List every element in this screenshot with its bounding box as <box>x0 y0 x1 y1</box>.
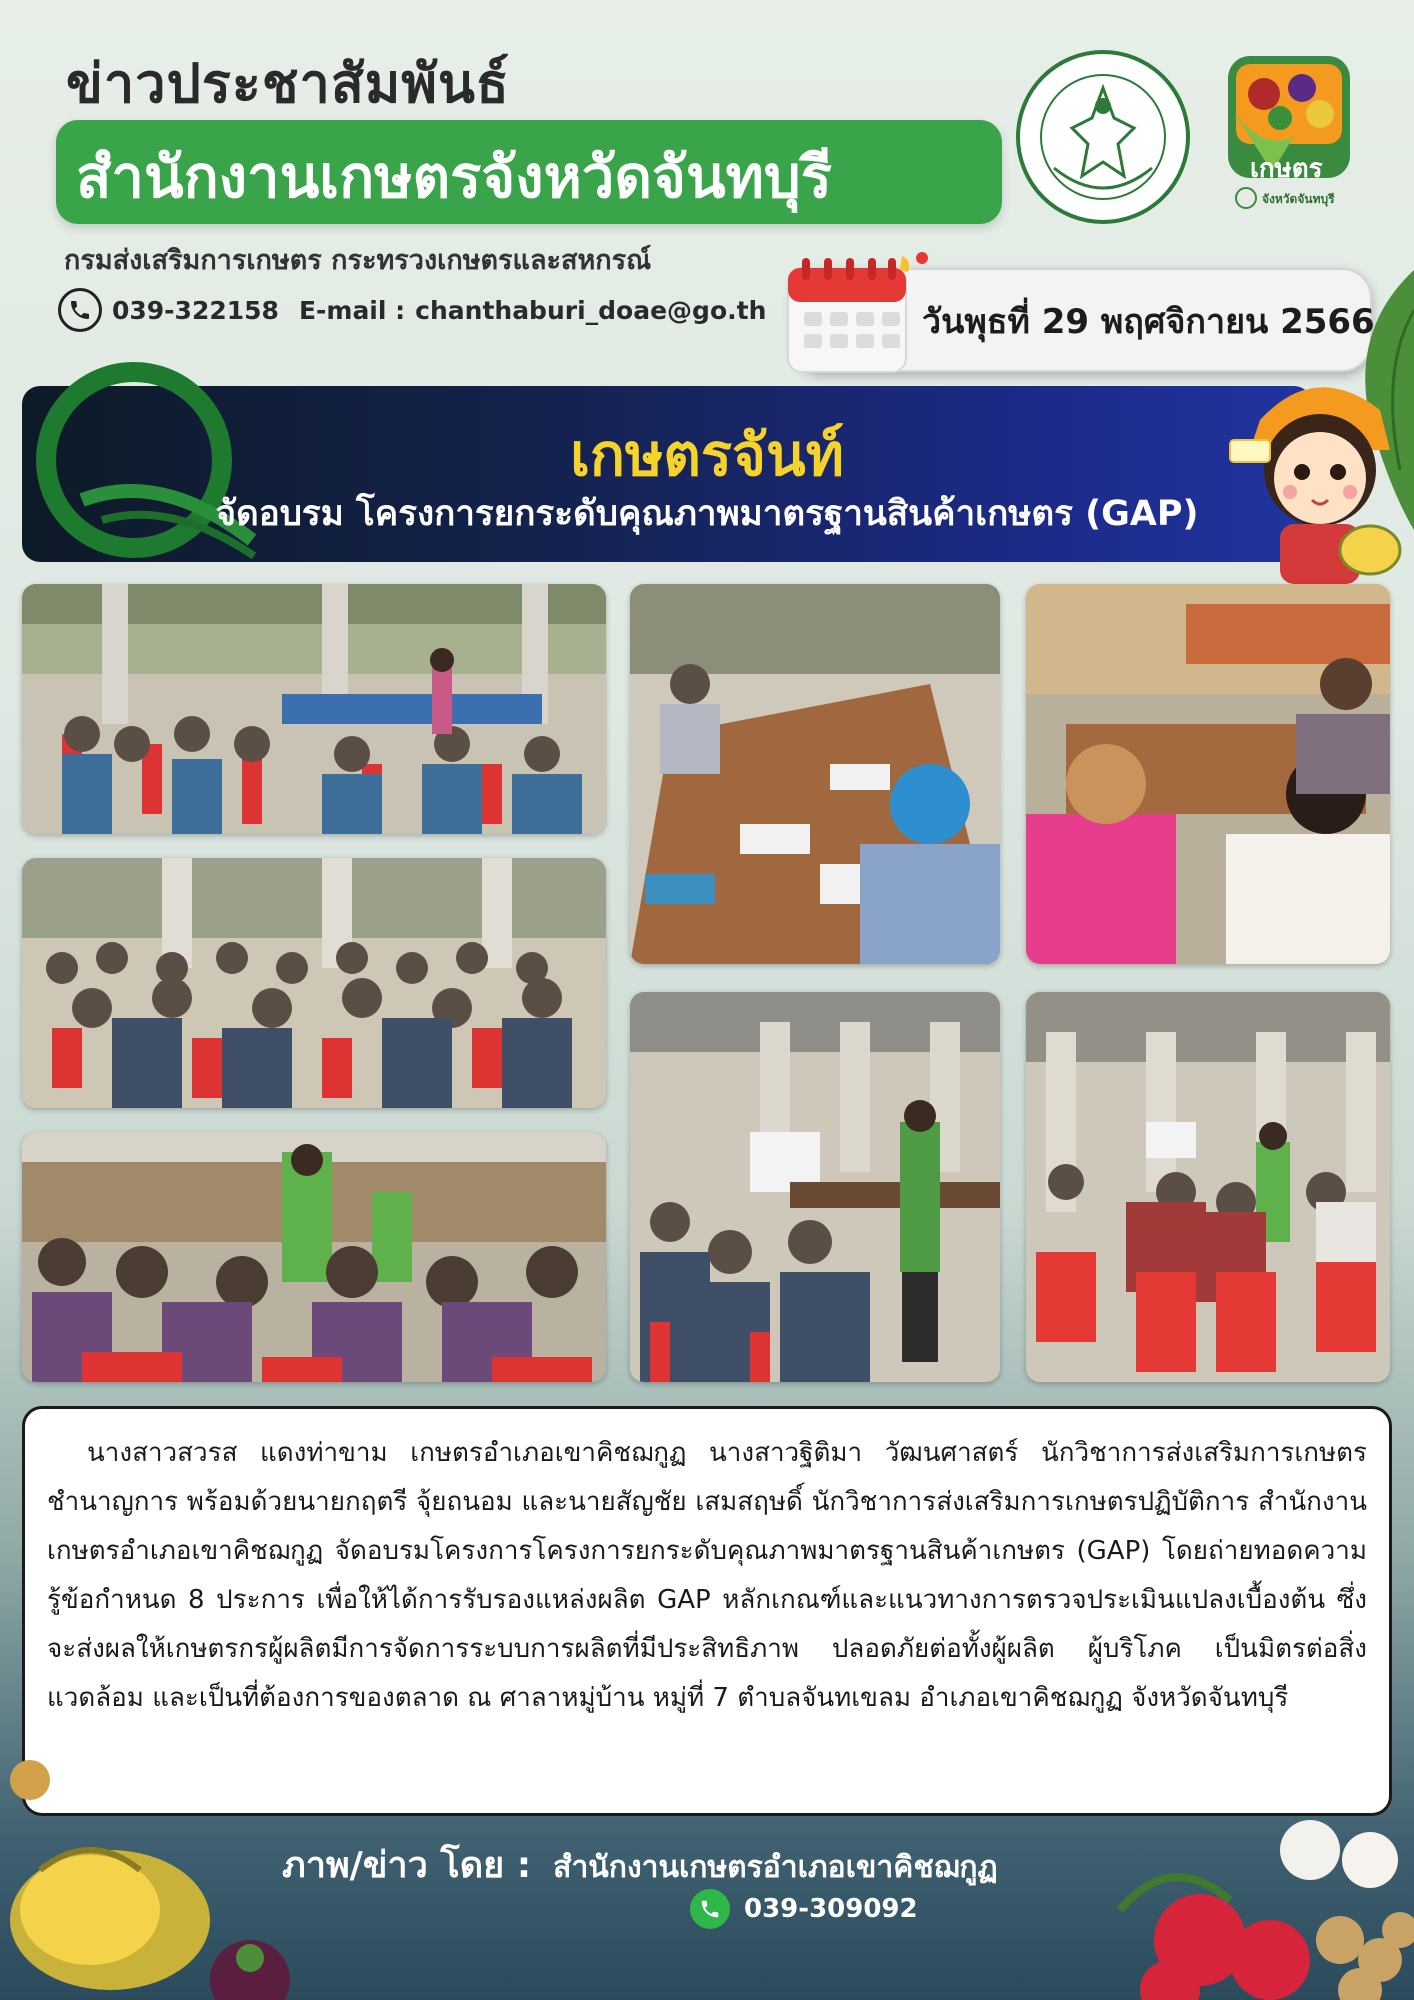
email-label: E-mail : <box>298 295 406 325</box>
office-name: สำนักงานเกษตรจังหวัดจันทบุรี <box>76 143 832 211</box>
phone-icon <box>58 288 102 332</box>
rambutan-longan-icon <box>1110 1790 1414 2000</box>
header-phone: 039-322158 <box>112 295 279 325</box>
doae-seal-icon <box>1014 48 1192 226</box>
office-banner <box>56 120 1002 224</box>
publish-date: วันพุธที่ 29 พฤศจิกายน 2566 <box>922 302 1375 342</box>
footer-phone: 039-309092 <box>744 1894 918 1924</box>
kaset-logo-sub: จังหวัดจันทบุรี <box>1262 192 1335 206</box>
photo-table-writing <box>630 584 1000 964</box>
credit-line <box>282 1836 998 1893</box>
photo-training-hall-wide <box>22 584 606 834</box>
photo-speaker-front <box>630 992 1000 1382</box>
title-main: เกษตรจันท์ <box>570 421 844 489</box>
story-text: นางสาวสวรส แดงท่าขาม เกษตรอำเภอเขาคิชฌกูฏ นางสาวฐิติมา วัฒนศาสตร์ นักวิชาการส่งเสริมการเกษตรชำนาญการ พร้อมด้วยนายกฤตรี จุ้ยถนอม และนายสัญชัย เสมสฤษดิ์ นักวิชาการส่งเสริมการเกษตรปฏิบัติการ สำนักงานเกษตรอำเภอเขาคิชฌกูฏ จัดอบรมโครงการโครงการยกระดับคุณภาพมาตรฐานสินค้าเกษตร (GAP) โดยถ่ายทอดความรู้ข้อกำหนด 8 ประการ เพื่อให้ได้การรับรองแหล่งผลิต GAP หลักเกณฑ์และแนวทางการตรวจประเมินแปลงเบื้องต้น ซึ่งจะส่งผลให้เกษตรกรผู้ผลิตมีการจัดการระบบการผลิตที่มีประสิทธิภาพ ปลอดภัยต่อทั้งผู้ผลิต ผู้บริโภค เป็นมิตรต่อสิ่งแวดล้อม และเป็นที่ต้องการของตลาด ณ ศาลาหมู่บ้าน หมู่ที่ 7 ตำบลจันทเขลม อำเภอเขาคิชฌกูฏ จังหวัดจันทบุรี <box>47 1438 1367 1713</box>
mascot-girl-icon <box>1220 360 1410 590</box>
kaset-logo-text: เกษตร <box>1250 154 1323 184</box>
calendar-icon <box>780 250 930 378</box>
header-email: chanthaburi_doae@go.th <box>415 295 767 325</box>
photo-participants-table <box>1026 584 1390 964</box>
durian-fruit-icon <box>0 1700 300 2000</box>
contact-line <box>58 288 766 332</box>
photo-audience-seated <box>22 858 606 1108</box>
title-sub: จัดอบรม โครงการยกระดับคุณภาพมาตรฐานสินค้าเกษตร (GAP) <box>215 494 1199 534</box>
photo-hall-back-view <box>1026 992 1390 1382</box>
header-title: ข่าวประชาสัมพันธ์ <box>66 52 510 115</box>
kaset-logo <box>1224 52 1354 212</box>
phone-icon <box>690 1889 730 1929</box>
photo-speaker-hall <box>22 1132 606 1382</box>
footer-contact <box>690 1888 918 1930</box>
credit-label: ภาพ/ข่าว โดย : <box>282 1845 532 1886</box>
department-line: กรมส่งเสริมการเกษตร กระทรวงเกษตรและสหกรณ์ <box>64 245 652 276</box>
credit-value: สำนักงานเกษตรอำเภอเขาคิชฌกูฏ <box>553 1850 998 1885</box>
